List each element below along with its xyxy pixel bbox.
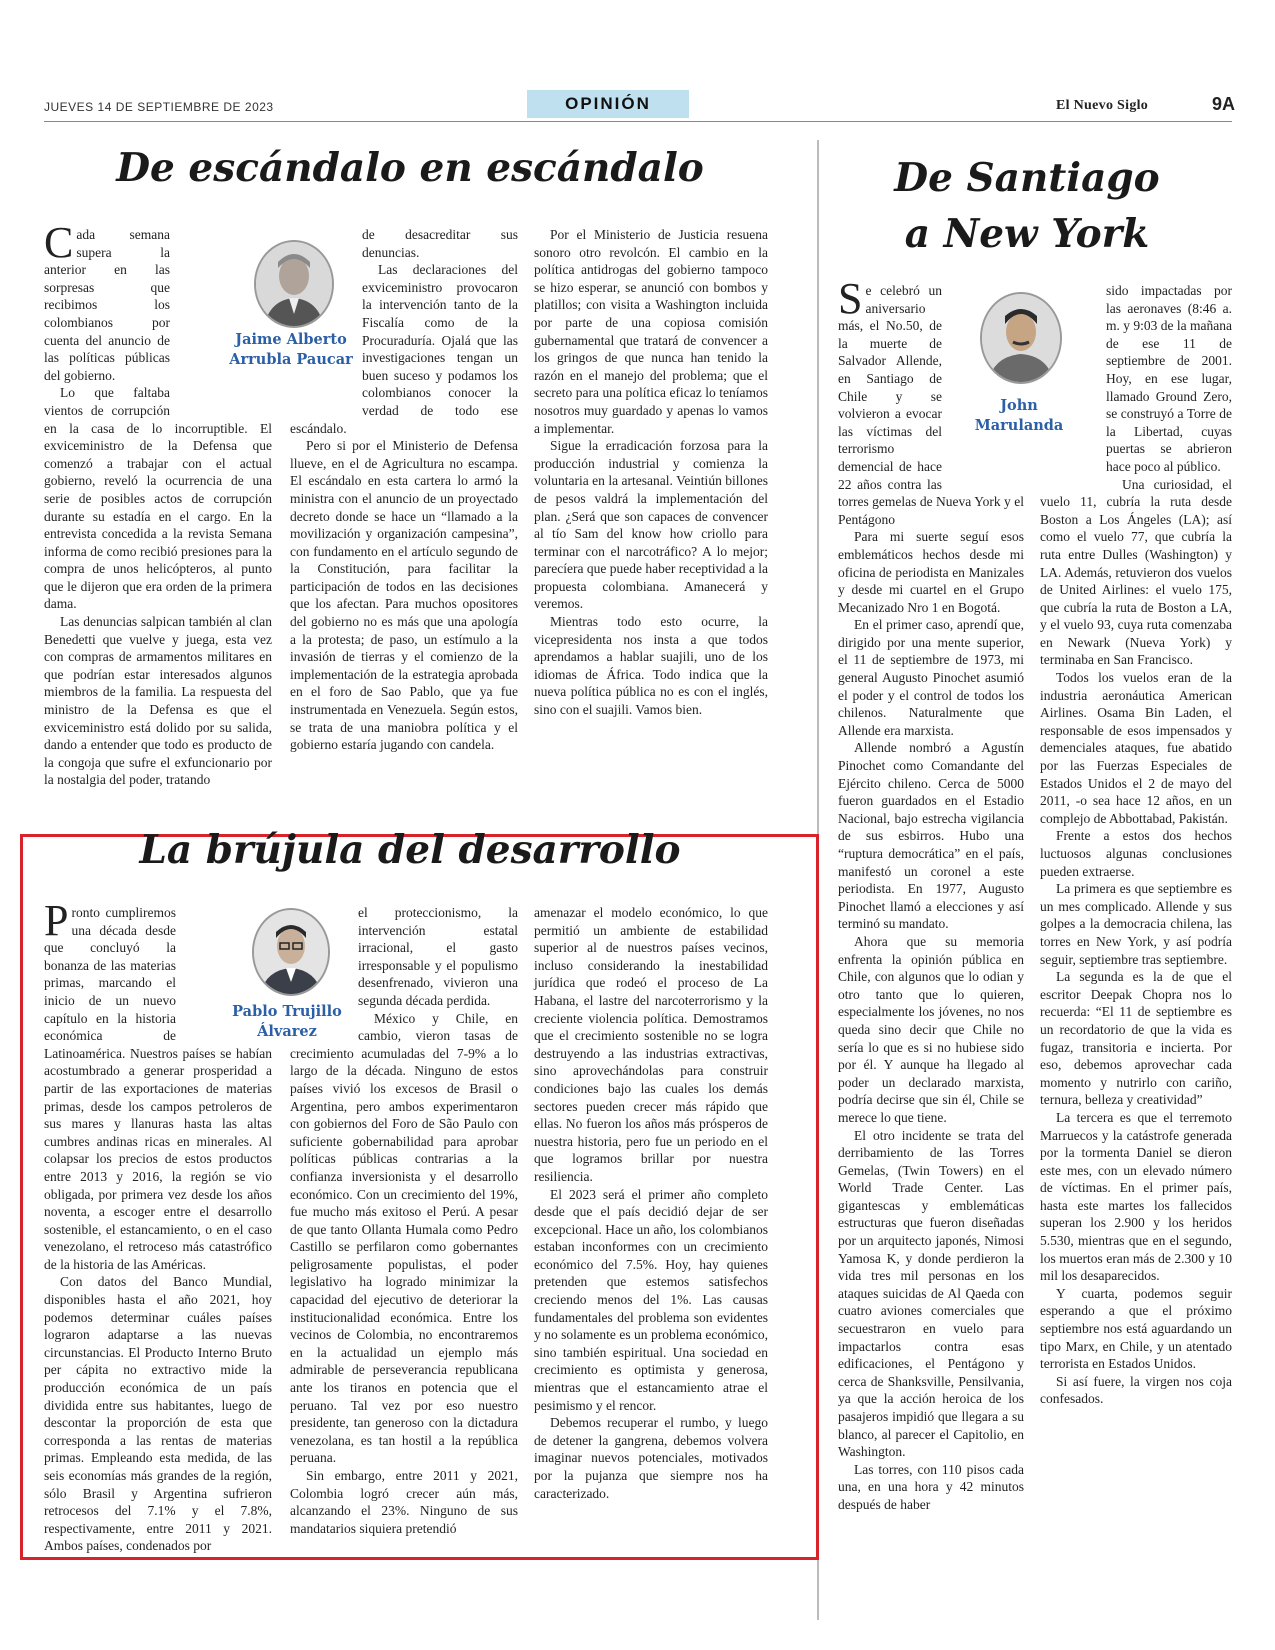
article-column xyxy=(1040,282,1232,1408)
paragraph: Mientras todo esto ocurre, la vicepresidenta nos insta a que todos aprendamos a hablar suajili, uno de los idiomas de África. Todo indica que la nueva política pública no es con el inglés, sino con el suajili. Vamos bien. xyxy=(534,614,768,718)
paragraph: El 2023 será el primer año completo desde que el país decidió dejar de ser excepcional. Hace un año, los colombianos estaban inconformes con un crecimiento económico del 7.5%. Hoy, hay quienes pretenden que estemos satisfechos creciendo menos del 1%. Las causas fundamentales del problema son evidentes y no solamente es un problema económico, sino también espiritual. Una sociedad en crecimiento es optimista y generosa, mientras que el estancamiento atrae el pesimismo y el rencor. xyxy=(534,1186,768,1413)
drop-cap: P xyxy=(44,896,69,945)
paragraph: Allende nombró a Agustín Pinochet como Comandante del Ejército chileno. Cerca de 5000 fueron guardados en el Estadio Nacional, bajo estrecha vigilancia de sus esbirros. Hubo una “ruptura democrática” en el país, manifestó un coronel a este periodista. En 1977, Augusto Pinochet llamó a elecciones y así terminó su mandato. xyxy=(838,740,1024,932)
paragraph: Sigue la erradicación forzosa para la producción industrial y comienza la voluntaria en la artesanal. Veintiún billones de pesos valdrá la implementación del plan. ¿Será que son capaces de convencer al tío Sam del know how criollo para terminar con el narcotráfico? A lo mejor; parecíera que puede haber receptividad a la propuesta colombiana. Amanecerá y veremos. xyxy=(534,438,768,612)
page-number: 9A xyxy=(1212,94,1236,114)
paragraph: La segunda es la de que el escritor Deepak Chopra nos lo recuerda: “El 11 de septiembre es un recordatorio de que la vida es fugaz, transitoria e incierta. Por eso, debemos aprovechar cada momento y nutrirlo con cariño, ternura, belleza y creatividad” xyxy=(1040,969,1232,1108)
paragraph: Una curiosidad, el vuelo 11, cubría la ruta desde Boston a Los Ángeles (LA); así como el vuelo 77, que cubría la ruta entre Dulles (Washington) y LA. Además, retuvieron dos vuelos de United Airlines: el vuelo 175, que cubría la ruta de Boston a LA, y el vuelo 93, cuya ruta comenzaba en Newark (Nueva York) y terminaba en San Francisco. xyxy=(1040,476,1232,668)
article-title: De escándalo en escándalo xyxy=(116,145,704,191)
title-line: De Santiago xyxy=(894,155,1160,201)
paragraph: Si así fuere, la virgen nos coja confesados. xyxy=(1040,1373,1232,1407)
article-column xyxy=(44,218,272,789)
paragraph: amenazar el modelo económico, lo que permitió un ambiente de estabilidad superior al de nuestros países vecinos, incluso considerando la inestabilidad jurídica que rodeó el proceso de La Habana, el lastre del narcoterrorismo y la creciente violencia política. Demostramos que el crecimiento sostenible no se logra destruyendo a las industrias extractivas, sino aprovechándolas para construir condiciones bajo las cuales los demás sectores pueden crecer más rápido que ellas. No fueron los años más prósperos de nuestra historia, pero fue un periodo en el que logramos brillar por nuestra resiliencia. xyxy=(534,905,768,1184)
paragraph: Por el Ministerio de Justicia resuena sonoro otro revolcón. El cambio en la política antidrogas del gobierno tampoco se hizo esperar, se anunció con bombos y platillos; con visita a Washington incluida por parte de una copiosa comisión gubernamental que tratará de convencer a los gringos de que nunca han tenido la razón en el manejo del problema; que el secreto para una política eficaz lo teníamos nosotros muy guardado y apenas lo vamos a implementar. xyxy=(534,227,768,436)
drop-cap: C xyxy=(44,218,74,267)
paragraph: El otro incidente se trata del derribamiento de las Torres Gemelas, (Twin Towers) en el World Trade Center. Las gigantescas y emblemáticas estructuras que fueron diseñadas por un arquitecto japonés, Nimosi Yamosa K, y donde perdieron la vida tres mil personas en los ataques suicidas de Al Qaeda con cuatro aviones comerciales que secuestraron en vuelo para impactarlos contra esas edificaciones, el Pentágono y cerca de Shanksville, Pensilvania, ya que la acción heroica de los pasajeros impidió que llegara a su blanco, al parecer el Capitolio, en Washington. xyxy=(838,1127,1024,1460)
paragraph: Y cuarta, podemos seguir esperando a que el próximo septiembre nos está aguardando un tipo Marx, en Chile, y un atentado terrorista en Estados Unidos. xyxy=(1040,1285,1232,1372)
paragraph: de desacreditar sus denuncias. xyxy=(362,227,518,260)
section-label: OPINIÓN xyxy=(527,90,689,118)
paragraph: Las torres, con 110 pisos cada una, en una hora y 42 minutos después de haber xyxy=(838,1461,1024,1512)
paragraph: La primera es que septiembre es un mes complicado. Allende y sus golpes a la democracia chilena, las torres en New York, y así podría seguir, septiembre tras septiembre. xyxy=(1040,881,1232,967)
article-title: La brújula del desarrollo xyxy=(139,827,681,873)
issue-date: JUEVES 14 DE SEPTIEMBRE DE 2023 xyxy=(44,100,274,114)
paragraph: Las declaraciones del exviceministro provocaron la intervención tanto de la Fiscalía como de la Procuraduría. Ojalá que las investigaciones tengan un buen suceso y podamos los colombianos conocer la verdad de todo ese escándalo. xyxy=(290,262,518,436)
paragraph: En el primer caso, aprendí que, dirigido por una mente superior, el 11 de septiembre de 1973, mi general Augusto Pinochet asumió el poder y el control de todos los chilenos. Naturalmente que Allende era marxista. xyxy=(838,617,1024,738)
paragraph: Todos los vuelos eran de la industria aeronáutica American Airlines. Osama Bin Laden, el responsable de esos impensados y demenciales ataques, fue abatido por las Fuerzas Especiales de Estados Unidos el 2 de mayo del 2011, -o sea hace 12 años, en un complejo de Abbottabad, Pakistán. xyxy=(1040,670,1232,826)
drop-cap: S xyxy=(838,274,863,323)
paragraph: México y Chile, en cambio, vieron tasas de crecimiento acumuladas del 7-9% a lo largo de la década. Ninguno de estos países vivió los excesos de Brasil o Argentina, pero ambos experimentaron con gobiernos del Foro de São Paulo con suficiente gobernabilidad para aprobar políticas públicas contrarias a la confianza inversionista y el desarrollo económico. Con un crecimiento del 19%, fue mucho más exitoso el Perú. A pesar de que tanto Ollanta Humala como Pedro Castillo se perfilaron como gobernantes peligrosamente populistas, el poder legislativo ha logrado minimizar la capacidad del ejecutivo de deteriorar la institucionalidad económica. Entre los vecinos de Colombia, no encontraremos en la actualidad un ejemplo más admirable de perseverancia republicana ante los tiranos en potencia que el peruano. Tal vez por eso nuestro presidente, tan generoso con la dictadura venezolana, es tan hostil a la república peruana. xyxy=(290,1010,518,1466)
paragraph: Las denuncias salpican también al clan Benedetti que vuelve y juega, esta vez con compras de armamentos militares en que podrían estar interesados algunos miembros de la familia. La respuesta del ministro de la Defensa es que el exviceministro está dolido por su salida, dando a entender que todo es producto de la congoja que sufre el exfuncionario por la nostalgia del poder, tratando xyxy=(44,614,272,788)
paragraph: Frente a estos dos hechos luctuosos algunas conclusiones pueden extraerse. xyxy=(1040,828,1232,879)
paragraph: ada semana supera la anterior en las sorpresas que recibimos los colombianos por cuenta del anuncio de las políticas públicas del gobierno. xyxy=(44,227,170,383)
title-line: a New York xyxy=(904,211,1150,257)
article-column xyxy=(290,226,518,754)
article-column xyxy=(838,274,1024,1514)
paragraph: Pero si por el Ministerio de Defensa llueve, en el de Agricultura no escampa. El escándalo en esta cartera lo armó la ministra con el anuncio de un proyectado decreto donde se hace un “llamado a la movilización y organización campesina”, con fundamento en el artículo segundo de la Constitución, para facilitar la participación de todos en las decisiones que los afectan. Para muchos opositores del gobierno no es más que una apología a la protesta; de paso, un estímulo a la invasión de tierras y el comienzo de la implementación de la estrategia aprobada en el foro de Sao Pablo, que ya fue instrumentada en Venezuela. Según estos, se trata de una maniobra política y el gobierno estaría jugando con candela. xyxy=(290,438,518,753)
paragraph: e celebró un aniversario más, el No.50, de la muerte de Salvador Allende, en Santiago de Chile y se volvieron a evocar las víctimas del terrorismo demencial de hace 22 años contra las torres gemelas de Nueva York y el Pentágono xyxy=(838,283,1024,527)
author-name: John Marulanda xyxy=(974,397,1064,434)
article-column xyxy=(534,226,768,719)
header-rule xyxy=(44,121,1232,122)
article-column xyxy=(534,904,768,1502)
paragraph: Lo que faltaba vientos de corrupción en la casa de lo incorruptible. El exviceministro de la Defensa que comenzó a trabajar con el actual gobierno, reveló la ocurrencia de una serie de posibles actos de corrupción durante su estadía en el cargo. En la entrevista concedida a la revista Semana informa de como recibió presiones para la compra de unos helicópteros, al punto que le dijeron que era orden de la primera dama. xyxy=(44,385,272,612)
newspaper-name: El Nuevo Siglo xyxy=(1056,98,1149,113)
paragraph: La tercera es que el terremoto Marruecos y la catástrofe generada por la tormenta Daniel se dieron este mes, con un elevado número de víctimas. En el primer país, hasta este martes los fallecidos superan los 2.900 y los heridos 5.530, mientras que en el segundo, los muertos eran más de 2.300 y 10 mil los desaparecidos. xyxy=(1040,1109,1232,1284)
article-column xyxy=(290,904,518,1537)
paragraph: Sin embargo, entre 2011 y 2021, Colombia logró crecer aún más, alcanzando el 23%. Ninguno de sus mandatarios siquiera pretendió xyxy=(290,1468,518,1536)
paragraph: ronto cumpliremos una década desde que concluyó la bonanza de las materias primas, marcando el inicio de un nuevo capítulo en la historia económica de Latinoamérica. Nuestros países se habían acostumbrado a generar prosperidad a partir de las exportaciones de materias primas, desde los campos petroleros de sus mares y llanuras hasta las altas cumbres andinas ricas en minerales. Al colapsar los precios de estos productos entre 2013 y 2016, la región se vio obligada, por primera vez desde los años noventa, a escoger entre el desarrollo sostenible, el estancamiento, o en el caso venezolano, el retroceso más catastrófico de la historia de las Américas. xyxy=(44,905,272,1272)
paragraph: sido impactadas por las aeronaves (8:46 a. m. y 9:03 de la mañana de ese 11 de septiembre de 2001. Hoy, en ese lugar, llamado Ground Zero, se construyó a Torre de la Libertad, cuyas puertas se abrieron hace poco al público. xyxy=(1106,283,1232,474)
author-name: Jaime Alberto Arrubla Paucar xyxy=(229,331,353,368)
paragraph: Para mi suerte seguí esos emblemáticos hechos desde mi oficina de periodista en Manizales y desde mi cuartel en el Grupo Mecanizado Nro 1 en Bogotá. xyxy=(838,529,1024,615)
article-title xyxy=(842,150,1212,262)
paragraph: Ahora que su memoria enfrenta la opinión pública en Chile, con algunos que lo odian y otro tanto que lo quieren, especialmente los jóvenes, no nos queda sino decir que Chile no sería lo que es si no hubiese sido por él. Y aunque ha llegado al poder un declarado marxista, podría decirse que sin él, Chile se merece lo que tiene. xyxy=(838,933,1024,1125)
paragraph: el proteccionismo, la intervención estatal irracional, el gasto irresponsable y el populismo desenfrenado, vivieron una segunda década perdida. xyxy=(358,905,518,1008)
author-name: Pablo Trujillo Álvarez xyxy=(232,1003,342,1040)
paragraph: Debemos recuperar el rumbo, y luego de detener la gangrena, debemos volvera imaginar nuevos potenciales, motivados por la pujanza que siempre nos ha caracterizado. xyxy=(534,1415,768,1501)
article-column xyxy=(44,896,272,1555)
paragraph: Con datos del Banco Mundial, disponibles hasta el año 2021, hoy podemos determinar cuáles países lograron adaptarse a las nuevas circunstancias. El Producto Interno Bruto per cápita no extractivo mide la producción económica de un país dividida entre sus habitantes, luego de descontar la proporción de esta que corresponda a las rentas de materias primas. Empleando esta medida, de las seis economías más grandes de la región, sólo Brasil y Argentina sufrieron retrocesos del 7.1% y el 7.8%, respectivamente, entre 2011 y 2021. Ambos países, condenados por xyxy=(44,1274,272,1554)
